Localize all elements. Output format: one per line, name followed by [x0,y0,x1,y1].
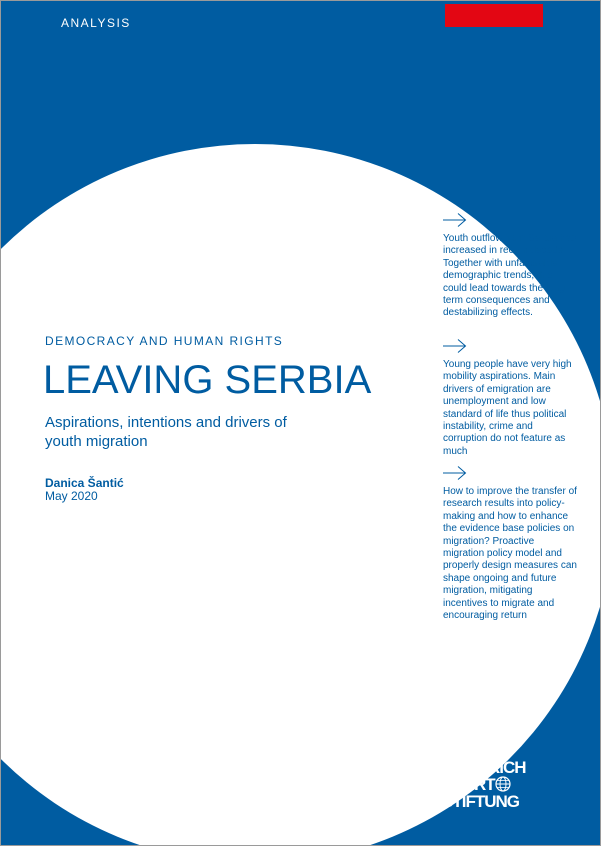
logo-line-2-text: EBERT [442,775,495,794]
key-point-1 [443,213,578,320]
key-point-text: Young people have very high mobility aspirations. Main drivers of emigration are unemployment and low standard of life thus political instability, crime and corruption do not feature as much [443,359,572,457]
series-label: ANALYSIS [61,16,131,30]
document-title: LEAVING SERBIA [43,358,372,402]
arrow-right-icon [443,466,467,480]
logo-line-1: FRIEDRICH [442,758,526,777]
document-subtitle: Aspirations, intentions and drivers of youth migration [45,414,287,450]
red-accent-bar [445,4,543,27]
author-name: Danica Šantić [45,476,124,490]
key-point-text: How to improve the transfer of research results into policy-making and how to enhance the evidence base policies on migration? Proactive migration policy model and properly design measures can shape ongoing and future migration, mitigating incentives to migrate and encouraging return [443,486,577,622]
arrow-right-icon [443,213,467,227]
logo-line-3: STIFTUNG [442,792,519,811]
key-point-2 [443,339,578,458]
arrow-right-icon [443,339,467,353]
globe-icon [495,776,511,792]
category-label: DEMOCRACY AND HUMAN RIGHTS [45,334,284,348]
fes-logo [442,759,550,810]
key-point-3 [443,466,578,622]
key-point-text: Youth outflow from Serbia has increased in recent decade. Together with unfavorable demographic trends, this could lead towards the long term consequences and destabilizing effects. [443,233,577,319]
logo-line-2 [442,776,550,793]
publication-date: May 2020 [45,489,98,503]
